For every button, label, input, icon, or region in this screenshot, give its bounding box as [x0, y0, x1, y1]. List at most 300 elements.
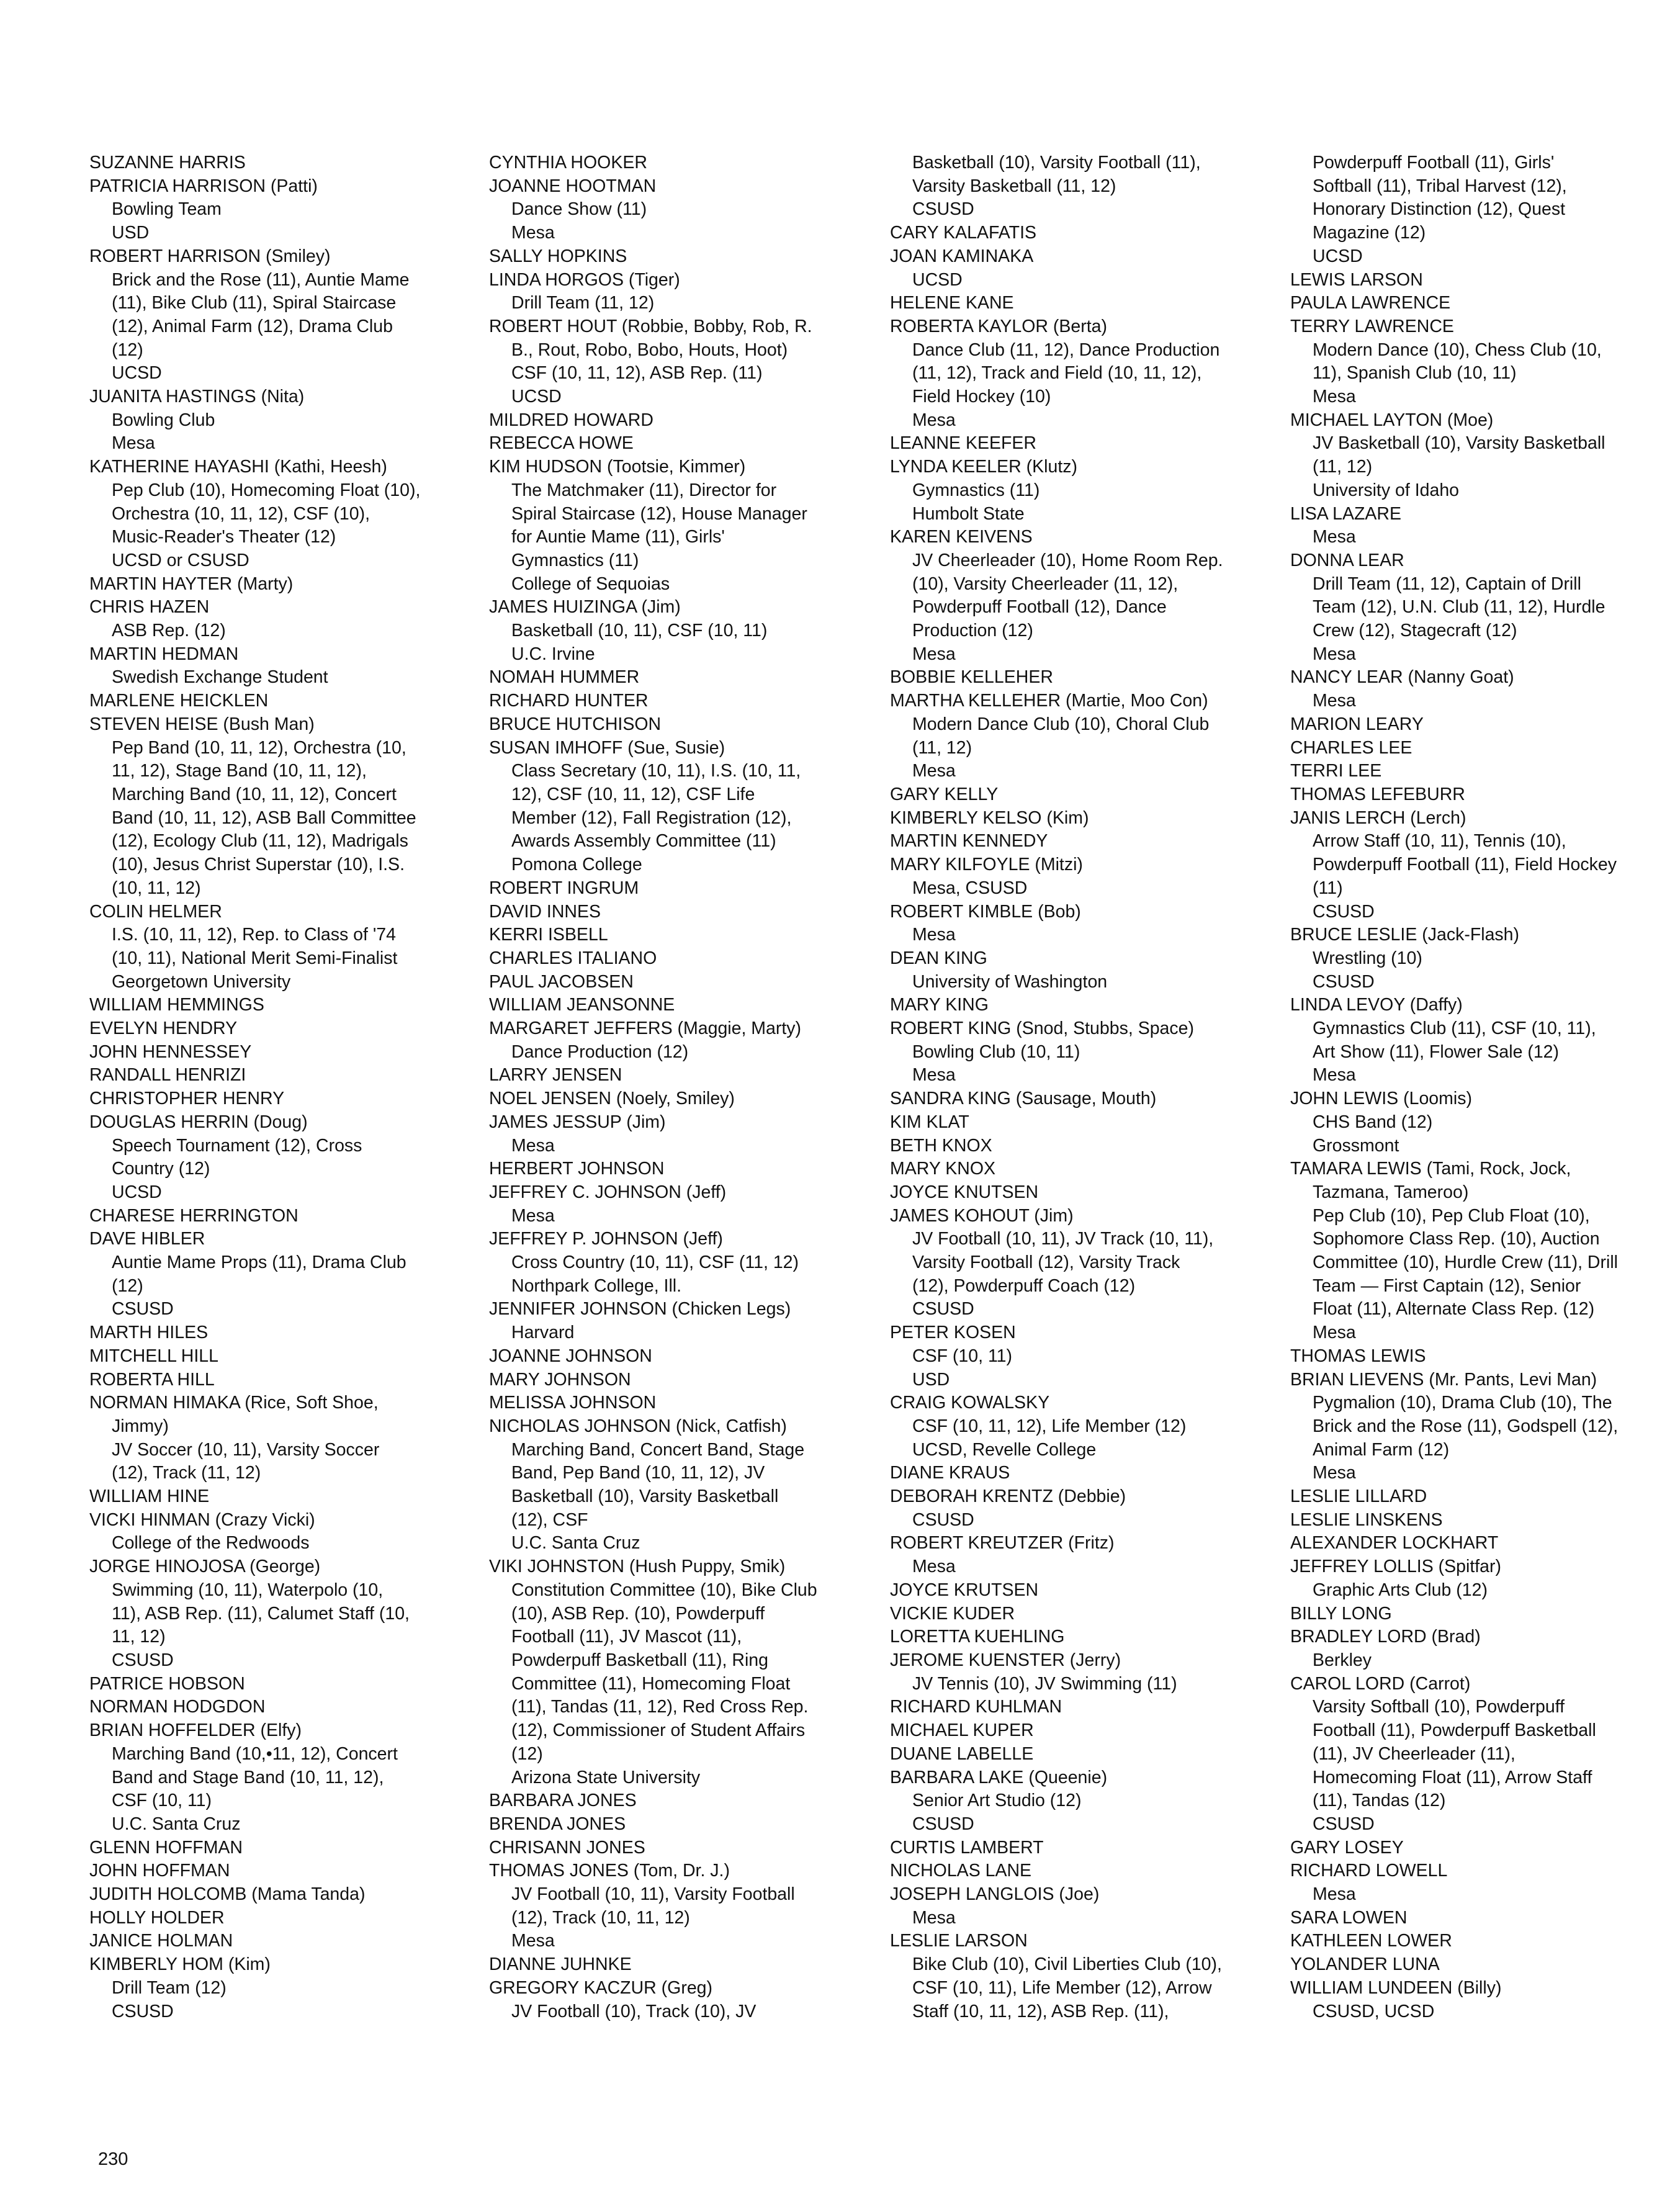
entry-detail-line: U.C. Irvine: [511, 644, 595, 664]
student-name-line: DIANE KRAUS: [890, 1463, 1010, 1483]
student-name-line: DEBORAH KRENTZ (Debbie): [890, 1486, 1126, 1507]
entry-detail-line: JV Football (10), Track (10), JV: [511, 2001, 757, 2021]
entry-detail-line: UCSD: [112, 363, 162, 384]
entry-detail-line: Grossmont: [1313, 1135, 1399, 1156]
student-name-line: BRADLEY LORD (Brad): [1290, 1627, 1481, 1647]
entry-detail-line: Modern Dance Club (10), Choral Club: [912, 714, 1210, 734]
entry-detail-line: Constitution Committee (10), Bike Club: [511, 1580, 817, 1600]
entry-detail-line: Mesa, CSUSD: [912, 878, 1028, 898]
entry-detail-line: U.C. Santa Cruz: [112, 1814, 241, 1834]
entry-detail-line: Dance Show (11): [511, 199, 647, 220]
entry-detail-line: Georgetown University: [112, 971, 291, 992]
student-name-line: STEVEN HEISE (Bush Man): [89, 714, 315, 734]
student-name-line: JAMES KOHOUT (Jim): [890, 1205, 1074, 1226]
student-name-line: CHRISANN JONES: [489, 1837, 645, 1858]
entry-detail-line: (12), Commissioner of Student Affairs: [511, 1720, 806, 1741]
student-name-line: REBECCA HOWE: [489, 433, 634, 454]
entry-detail-line: Float (11), Alternate Class Rep. (12): [1313, 1299, 1595, 1320]
student-name-line: ROBERT KING (Snod, Stubbs, Space): [890, 1018, 1194, 1039]
student-name-line: KIMBERLY HOM (Kim): [89, 1954, 271, 1975]
entry-detail-line: Bowling Team: [112, 199, 222, 220]
student-name-line: GARY LOSEY: [1290, 1837, 1404, 1858]
student-name-line: BRIAN LIEVENS (Mr. Pants, Levi Man): [1290, 1369, 1597, 1390]
student-name-line: LYNDA KEELER (Klutz): [890, 457, 1077, 477]
entry-detail-line: Drill Team (11, 12): [511, 293, 655, 313]
entry-detail-line: Bowling Club: [112, 410, 215, 430]
entry-detail-line: USD: [912, 1369, 950, 1390]
page-number: 230: [98, 2149, 128, 2169]
student-name-line: NOMAH HUMMER: [489, 667, 640, 688]
student-name-line: RICHARD HUNTER: [489, 691, 649, 711]
student-name-line: KIM HUDSON (Tootsie, Kimmer): [489, 457, 746, 477]
entry-detail-line: Cross Country (10, 11), CSF (11, 12): [511, 1252, 799, 1273]
entry-detail-line: CSUSD: [1313, 971, 1375, 992]
entry-detail-line: Bike Club (10), Civil Liberties Club (10),: [912, 1954, 1222, 1975]
student-name-line: ALEXANDER LOCKHART: [1290, 1533, 1499, 1553]
student-name-line: LESLIE LINSKENS: [1290, 1509, 1443, 1530]
entry-detail-line: Pomona College: [511, 855, 642, 875]
entry-detail-line: Berkley: [1313, 1650, 1372, 1670]
student-name-line: WILLIAM JEANSONNE: [489, 995, 675, 1015]
entry-detail-line: Graphic Arts Club (12): [1313, 1580, 1488, 1600]
student-name-line: SALLY HOPKINS: [489, 246, 627, 266]
entry-detail-line: Swedish Exchange Student: [112, 667, 328, 688]
entry-detail-line: I.S. (10, 11, 12), Rep. to Class of '74: [112, 925, 396, 945]
entry-detail-line: Gymnastics (11): [912, 480, 1040, 500]
student-name-line: ROBERTA HILL: [89, 1369, 215, 1390]
entry-detail-line: Crew (12), Stagecraft (12): [1313, 621, 1517, 641]
student-name-line: RANDALL HENRIZI: [89, 1065, 246, 1086]
student-name-line: LINDA LEVOY (Daffy): [1290, 995, 1463, 1015]
entry-detail-line: CSUSD: [1313, 1814, 1375, 1834]
student-name-line: LESLIE LARSON: [890, 1931, 1028, 1951]
student-name-line: MELISSA JOHNSON: [489, 1393, 657, 1413]
student-name-line: JOYCE KNUTSEN: [890, 1182, 1039, 1202]
entry-detail-line: Mesa: [511, 223, 555, 243]
entry-detail-line: Team — First Captain (12), Senior: [1313, 1275, 1581, 1296]
entry-detail-line: Mesa: [912, 761, 956, 781]
student-name-line: JOANNE HOOTMAN: [489, 176, 657, 196]
column-1: [89, 151, 487, 2023]
student-name-line: JENNIFER JOHNSON (Chicken Legs): [489, 1299, 791, 1320]
student-name-line: KATHLEEN LOWER: [1290, 1931, 1452, 1951]
entry-detail-line: Marching Band (10, 11, 12), Concert: [112, 784, 397, 804]
entry-detail-line: Mesa: [1313, 387, 1356, 407]
entry-detail-line: CSF (10, 11, 12), ASB Rep. (11): [511, 363, 763, 384]
student-name-line: MARY KILFOYLE (Mitzi): [890, 855, 1083, 875]
entry-detail-line: Brick and the Rose (11), Godspell (12),: [1313, 1416, 1619, 1436]
student-name-line: MARTHA KELLEHER (Martie, Moo Con): [890, 691, 1208, 711]
entry-detail-line: Powderpuff Football (11), Field Hockey: [1313, 855, 1617, 875]
entry-detail-line: Mesa: [1313, 527, 1356, 547]
entry-detail-line: B., Rout, Robo, Bobo, Houts, Hoot): [511, 339, 788, 360]
student-name-line: KATHERINE HAYASHI (Kathi, Heesh): [89, 457, 387, 477]
student-name-line: DUANE LABELLE: [890, 1743, 1034, 1764]
entry-detail-line: Country (12): [112, 1159, 210, 1179]
student-name-line: LESLIE LILLARD: [1290, 1486, 1427, 1507]
entry-detail-line: Pep Club (10), Pep Club Float (10),: [1313, 1205, 1590, 1226]
student-name-line: CURTIS LAMBERT: [890, 1837, 1044, 1858]
entry-detail-line: CSUSD: [912, 199, 974, 220]
entry-detail-line: UCSD: [912, 269, 963, 290]
entry-detail-line: Band (10, 11, 12), ASB Ball Committee: [112, 807, 416, 828]
student-name-line: JOANNE JOHNSON: [489, 1346, 652, 1366]
entry-detail-line: Spiral Staircase (12), House Manager: [511, 503, 807, 524]
entry-detail-line: Mesa: [912, 644, 956, 664]
entry-detail-line: CSF (10, 11): [112, 1791, 212, 1811]
entry-detail-line: Sophomore Class Rep. (10), Auction: [1313, 1229, 1600, 1249]
student-name-line: COLIN HELMER: [89, 901, 222, 922]
entry-detail-line: (11, 12), Track and Field (10, 11, 12),: [912, 363, 1202, 384]
student-name-line: BOBBIE KELLEHER: [890, 667, 1053, 688]
student-name-line: LARRY JENSEN: [489, 1065, 622, 1086]
student-name-line: CYNTHIA HOOKER: [489, 153, 647, 173]
entry-detail-line: (11), Bike Club (11), Spiral Staircase: [112, 293, 397, 313]
student-name-line: CRAIG KOWALSKY: [890, 1393, 1050, 1413]
entry-detail-line: Mesa: [1313, 1463, 1356, 1483]
student-name-line: PATRICE HOBSON: [89, 1673, 245, 1694]
entry-detail-line: Modern Dance (10), Chess Club (10,: [1313, 339, 1602, 360]
student-name-line: PAUL JACOBSEN: [489, 971, 634, 992]
student-name-line: CHARESE HERRINGTON: [89, 1205, 299, 1226]
student-name-line: JOSEPH LANGLOIS (Joe): [890, 1884, 1100, 1905]
student-name-line: HERBERT JOHNSON: [489, 1159, 665, 1179]
entry-detail-line: Mesa: [912, 410, 956, 430]
student-name-line: BILLY LONG: [1290, 1603, 1392, 1624]
student-name-line: JUDITH HOLCOMB (Mama Tanda): [89, 1884, 366, 1905]
entry-detail-line: Harvard: [511, 1323, 575, 1343]
student-name-line: MARTIN KENNEDY: [890, 831, 1048, 852]
entry-detail-line: Marching Band, Concert Band, Stage: [511, 1439, 805, 1460]
student-name-line: ROBERT HOUT (Robbie, Bobby, Rob, R.: [489, 316, 812, 336]
student-name-line: JOYCE KRUTSEN: [890, 1580, 1039, 1600]
entry-detail-line: Production (12): [912, 621, 1033, 641]
student-name-line: VICKI HINMAN (Crazy Vicki): [89, 1509, 315, 1530]
entry-detail-line: Homecoming Float (11), Arrow Staff: [1313, 1767, 1592, 1787]
student-name-line: THOMAS JONES (Tom, Dr. J.): [489, 1861, 730, 1881]
entry-detail-line: (12), Track (10, 11, 12): [511, 1907, 690, 1928]
entry-detail-line: Tazmana, Tameroo): [1313, 1182, 1469, 1202]
entry-detail-line: for Auntie Mame (11), Girls': [511, 527, 725, 547]
entry-detail-line: Mesa: [912, 925, 956, 945]
entry-detail-line: Mesa: [511, 1931, 555, 1951]
entry-detail-line: JV Tennis (10), JV Swimming (11): [912, 1673, 1177, 1694]
student-name-line: JUANITA HASTINGS (Nita): [89, 387, 305, 407]
student-name-line: BETH KNOX: [890, 1135, 992, 1156]
student-name-line: JEFFREY LOLLIS (Spitfar): [1290, 1557, 1501, 1577]
entry-detail-line: (11): [1313, 878, 1343, 898]
student-name-line: MARTIN HEDMAN: [89, 644, 239, 664]
entry-detail-line: CSUSD: [912, 1814, 974, 1834]
student-name-line: MICHAEL LAYTON (Moe): [1290, 410, 1494, 430]
entry-detail-line: Varsity Softball (10), Powderpuff: [1313, 1697, 1565, 1717]
entry-detail-line: Dance Production (12): [511, 1041, 689, 1062]
entry-detail-line: Swimming (10, 11), Waterpolo (10,: [112, 1580, 384, 1600]
student-name-line: BRUCE HUTCHISON: [489, 714, 662, 734]
entry-detail-line: Softball (11), Tribal Harvest (12),: [1313, 176, 1567, 196]
entry-detail-line: Pep Club (10), Homecoming Float (10),: [112, 480, 421, 500]
student-name-line: TERRY LAWRENCE: [1290, 316, 1454, 336]
entry-detail-line: (11), Tandas (11, 12), Red Cross Rep.: [511, 1697, 809, 1717]
student-name-line: TERRI LEE: [1290, 761, 1382, 781]
entry-detail-line: CSF (10, 11, 12), Life Member (12): [912, 1416, 1187, 1436]
column-2: [489, 151, 886, 2023]
entry-detail-line: Staff (10, 11, 12), ASB Rep. (11),: [912, 2001, 1169, 2021]
student-name-line: LINDA HORGOS (Tiger): [489, 269, 680, 290]
entry-detail-line: Mesa: [912, 1065, 956, 1086]
student-name-line: MICHAEL KUPER: [890, 1720, 1034, 1741]
entry-detail-line: (10), Varsity Cheerleader (11, 12),: [912, 573, 1179, 594]
entry-detail-line: JV Football (10, 11), Varsity Football: [511, 1884, 795, 1905]
entry-detail-line: CSUSD: [1313, 901, 1375, 922]
student-name-line: KIMBERLY KELSO (Kim): [890, 807, 1089, 828]
entry-detail-line: Powderpuff Football (11), Girls': [1313, 153, 1555, 173]
entry-detail-line: Wrestling (10): [1313, 948, 1422, 968]
entry-detail-line: Northpark College, Ill.: [511, 1275, 682, 1296]
student-name-line: WILLIAM LUNDEEN (Billy): [1290, 1977, 1502, 1998]
student-name-line: CHRIS HAZEN: [89, 597, 210, 618]
student-name-line: NOEL JENSEN (Noely, Smiley): [489, 1089, 735, 1109]
entry-detail-line: (10, 11), National Merit Semi-Finalist: [112, 948, 398, 968]
student-name-line: ROBERT HARRISON (Smiley): [89, 246, 331, 266]
entry-detail-line: Powderpuff Basketball (11), Ring: [511, 1650, 769, 1670]
entry-detail-line: College of the Redwoods: [112, 1533, 310, 1553]
student-name-line: GREGORY KACZUR (Greg): [489, 1977, 713, 1998]
student-name-line: CARY KALAFATIS: [890, 223, 1037, 243]
entry-detail-line: (11), Tandas (12): [1313, 1791, 1446, 1811]
entry-detail-line: JV Soccer (10, 11), Varsity Soccer: [112, 1439, 380, 1460]
entry-detail-line: UCSD or CSUSD: [112, 550, 249, 570]
student-name-line: LEWIS LARSON: [1290, 269, 1423, 290]
entry-detail-line: CSUSD: [912, 1299, 974, 1320]
entry-detail-line: 11, 12), Stage Band (10, 11, 12),: [112, 761, 367, 781]
student-name-line: LORETTA KUEHLING: [890, 1627, 1065, 1647]
student-name-line: PAULA LAWRENCE: [1290, 293, 1451, 313]
student-name-line: NICHOLAS LANE: [890, 1861, 1032, 1881]
entry-detail-line: Jimmy): [112, 1416, 169, 1436]
entry-detail-line: UCSD: [112, 1182, 162, 1202]
entry-detail-line: JV Basketball (10), Varsity Basketball: [1313, 433, 1605, 454]
entry-detail-line: UCSD: [511, 387, 562, 407]
student-name-line: GLENN HOFFMAN: [89, 1837, 243, 1858]
student-name-line: VIKI JOHNSTON (Hush Puppy, Smik): [489, 1557, 786, 1577]
entry-detail-line: Band, Pep Band (10, 11, 12), JV: [511, 1463, 765, 1483]
student-name-line: DAVID INNES: [489, 901, 601, 922]
entry-detail-line: Dance Club (11, 12), Dance Production: [912, 339, 1220, 360]
entry-detail-line: 11), Spanish Club (10, 11): [1313, 363, 1517, 384]
student-name-line: JOHN HOFFMAN: [89, 1861, 230, 1881]
entry-detail-line: Committee (10), Hurdle Crew (11), Drill: [1313, 1252, 1618, 1273]
student-name-line: LEANNE KEEFER: [890, 433, 1036, 454]
entry-detail-line: Football (11), JV Mascot (11),: [511, 1627, 742, 1647]
entry-detail-line: Awards Assembly Committee (11): [511, 831, 776, 852]
student-name-line: TAMARA LEWIS (Tami, Rock, Jock,: [1290, 1159, 1571, 1179]
entry-detail-line: Gymnastics Club (11), CSF (10, 11),: [1313, 1018, 1596, 1039]
student-name-line: JOHN LEWIS (Loomis): [1290, 1089, 1472, 1109]
entry-detail-line: Team (12), U.N. Club (11, 12), Hurdle: [1313, 597, 1605, 618]
entry-detail-line: Mesa: [912, 1557, 956, 1577]
student-name-line: CHARLES LEE: [1290, 737, 1412, 758]
entry-detail-line: Football (11), Powderpuff Basketball: [1313, 1720, 1596, 1741]
column-4: [1290, 151, 1657, 2023]
student-name-line: NORMAN HODGDON: [89, 1697, 266, 1717]
student-name-line: KERRI ISBELL: [489, 925, 608, 945]
student-name-line: DONNA LEAR: [1290, 550, 1404, 570]
entry-detail-line: Art Show (11), Flower Sale (12): [1313, 1041, 1560, 1062]
student-name-line: HELENE KANE: [890, 293, 1014, 313]
entry-detail-line: Music-Reader's Theater (12): [112, 527, 336, 547]
student-name-line: BARBARA LAKE (Queenie): [890, 1767, 1108, 1787]
student-name-line: THOMAS LEWIS: [1290, 1346, 1426, 1366]
entry-detail-line: Mesa: [912, 1907, 956, 1928]
entry-detail-line: JV Cheerleader (10), Home Room Rep.: [912, 550, 1223, 570]
entry-detail-line: Varsity Basketball (11, 12): [912, 176, 1116, 196]
student-name-line: MARION LEARY: [1290, 714, 1424, 734]
entry-detail-line: Basketball (10), Varsity Football (11),: [912, 153, 1201, 173]
student-name-line: DIANNE JUHNKE: [489, 1954, 632, 1975]
student-name-line: MITCHELL HILL: [89, 1346, 219, 1366]
entry-detail-line: Animal Farm (12): [1313, 1439, 1450, 1460]
student-name-line: MARLENE HEICKLEN: [89, 691, 269, 711]
student-name-line: LISA LAZARE: [1290, 503, 1402, 524]
student-name-line: NANCY LEAR (Nanny Goat): [1290, 667, 1514, 688]
student-name-line: JEFFREY C. JOHNSON (Jeff): [489, 1182, 727, 1202]
student-name-line: PATRICIA HARRISON (Patti): [89, 176, 318, 196]
student-name-line: JOHN HENNESSEY: [89, 1041, 252, 1062]
student-name-line: SUSAN IMHOFF (Sue, Susie): [489, 737, 725, 758]
entry-detail-line: (10, 11, 12): [112, 878, 201, 898]
student-name-line: BRENDA JONES: [489, 1814, 626, 1834]
student-name-line: RICHARD KUHLMAN: [890, 1697, 1062, 1717]
student-name-line: DAVE HIBLER: [89, 1229, 205, 1249]
entry-detail-line: Brick and the Rose (11), Auntie Mame: [112, 269, 410, 290]
entry-detail-line: Basketball (10), Varsity Basketball: [511, 1486, 779, 1507]
entry-detail-line: (12): [112, 339, 143, 360]
student-name-line: PETER KOSEN: [890, 1323, 1016, 1343]
entry-detail-line: Pygmalion (10), Drama Club (10), The: [1313, 1393, 1612, 1413]
student-name-line: JOAN KAMINAKA: [890, 246, 1034, 266]
student-name-line: JANIS LERCH (Lerch): [1290, 807, 1466, 828]
entry-detail-line: Arrow Staff (10, 11), Tennis (10),: [1313, 831, 1566, 852]
student-name-line: RICHARD LOWELL: [1290, 1861, 1448, 1881]
entry-detail-line: Band and Stage Band (10, 11, 12),: [112, 1767, 384, 1787]
student-name-line: BRUCE LESLIE (Jack-Flash): [1290, 925, 1520, 945]
entry-detail-line: (12), Powderpuff Coach (12): [912, 1275, 1136, 1296]
entry-detail-line: CSF (10, 11): [912, 1346, 1013, 1366]
entry-detail-line: Field Hockey (10): [912, 387, 1051, 407]
entry-detail-line: 11, 12): [112, 1627, 166, 1647]
student-name-line: KAREN KEIVENS: [890, 527, 1033, 547]
student-name-line: MARY JOHNSON: [489, 1369, 631, 1390]
student-name-line: MARTH HILES: [89, 1323, 209, 1343]
entry-detail-line: Gymnastics (11): [511, 550, 639, 570]
entry-detail-line: Mesa: [112, 433, 155, 454]
entry-detail-line: UCSD: [1313, 246, 1363, 266]
entry-detail-line: Marching Band (10,•11, 12), Concert: [112, 1743, 398, 1764]
entry-detail-line: CSUSD: [112, 2001, 174, 2021]
entry-detail-line: Committee (11), Homecoming Float: [511, 1673, 791, 1694]
entry-detail-line: (12), Ecology Club (11, 12), Madrigals: [112, 831, 408, 852]
entry-detail-line: (12), Track (11, 12): [112, 1463, 261, 1483]
entry-detail-line: Drill Team (11, 12), Captain of Drill: [1313, 573, 1581, 594]
student-name-line: VICKIE KUDER: [890, 1603, 1015, 1624]
student-name-line: EVELYN HENDRY: [89, 1018, 238, 1039]
entry-detail-line: Auntie Mame Props (11), Drama Club: [112, 1252, 406, 1273]
entry-detail-line: USD: [112, 223, 150, 243]
entry-detail-line: Senior Art Studio (12): [912, 1791, 1082, 1811]
entry-detail-line: Drill Team (12): [112, 1977, 227, 1998]
entry-detail-line: 11), ASB Rep. (11), Calumet Staff (10,: [112, 1603, 410, 1624]
entry-detail-line: (11, 12): [912, 737, 972, 758]
student-name-line: JEFFREY P. JOHNSON (Jeff): [489, 1229, 723, 1249]
student-name-line: CAROL LORD (Carrot): [1290, 1673, 1471, 1694]
student-name-line: ROBERTA KAYLOR (Berta): [890, 316, 1108, 336]
column-3: [890, 151, 1287, 2023]
entry-detail-line: (12), Animal Farm (12), Drama Club: [112, 316, 393, 336]
student-name-line: KIM KLAT: [890, 1112, 969, 1132]
student-name-line: WILLIAM HEMMINGS: [89, 995, 264, 1015]
entry-detail-line: JV Football (10, 11), JV Track (10, 11),: [912, 1229, 1214, 1249]
entry-detail-line: Humbolt State: [912, 503, 1025, 524]
entry-detail-line: Bowling Club (10, 11): [912, 1041, 1080, 1062]
entry-detail-line: College of Sequoias: [511, 573, 670, 594]
entry-detail-line: Powderpuff Football (12), Dance: [912, 597, 1167, 618]
student-name-line: CHRISTOPHER HENRY: [89, 1089, 285, 1109]
entry-detail-line: Mesa: [1313, 1065, 1356, 1086]
entry-detail-line: U.C. Santa Cruz: [511, 1533, 640, 1553]
entry-detail-line: Orchestra (10, 11, 12), CSF (10),: [112, 503, 370, 524]
entry-detail-line: Honorary Distinction (12), Quest: [1313, 199, 1566, 220]
student-name-line: ROBERT KIMBLE (Bob): [890, 901, 1081, 922]
entry-detail-line: University of Washington: [912, 971, 1108, 992]
student-name-line: SANDRA KING (Sausage, Mouth): [890, 1089, 1157, 1109]
student-name-line: SARA LOWEN: [1290, 1907, 1408, 1928]
student-name-line: NORMAN HIMAKA (Rice, Soft Shoe,: [89, 1393, 379, 1413]
entry-detail-line: The Matchmaker (11), Director for: [511, 480, 777, 500]
entry-detail-line: (11), JV Cheerleader (11),: [1313, 1743, 1516, 1764]
student-name-line: ROBERT INGRUM: [489, 878, 639, 898]
student-name-line: JAMES JESSUP (Jim): [489, 1112, 666, 1132]
student-name-line: WILLIAM HINE: [89, 1486, 210, 1507]
student-name-line: BARBARA JONES: [489, 1791, 637, 1811]
student-name-line: JAMES HUIZINGA (Jim): [489, 597, 681, 618]
student-name-line: GARY KELLY: [890, 784, 999, 804]
entry-detail-line: Arizona State University: [511, 1767, 701, 1787]
student-name-line: SUZANNE HARRIS: [89, 153, 246, 173]
entry-detail-line: Pep Band (10, 11, 12), Orchestra (10,: [112, 737, 406, 758]
student-name-line: ROBERT KREUTZER (Fritz): [890, 1533, 1115, 1553]
student-name-line: HOLLY HOLDER: [89, 1907, 225, 1928]
entry-detail-line: University of Idaho: [1313, 480, 1460, 500]
entry-detail-line: (12), CSF: [511, 1509, 588, 1530]
entry-detail-line: Mesa: [1313, 1884, 1356, 1905]
entry-detail-line: ASB Rep. (12): [112, 621, 226, 641]
entry-detail-line: (12): [511, 1743, 543, 1764]
entry-detail-line: Basketball (10, 11), CSF (10, 11): [511, 621, 768, 641]
entry-detail-line: Speech Tournament (12), Cross: [112, 1135, 362, 1156]
entry-detail-line: (10), ASB Rep. (10), Powderpuff: [511, 1603, 765, 1624]
student-name-line: JANICE HOLMAN: [89, 1931, 233, 1951]
entry-detail-line: CSUSD: [912, 1509, 974, 1530]
entry-detail-line: 12), CSF (10, 11, 12), CSF Life: [511, 784, 755, 804]
entry-detail-line: UCSD, Revelle College: [912, 1439, 1097, 1460]
entry-detail-line: Mesa: [1313, 1323, 1356, 1343]
student-name-line: DEAN KING: [890, 948, 987, 968]
entry-detail-line: Varsity Football (12), Varsity Track: [912, 1252, 1180, 1273]
entry-detail-line: (12): [112, 1275, 143, 1296]
entry-detail-line: CHS Band (12): [1313, 1112, 1433, 1132]
student-name-line: NICHOLAS JOHNSON (Nick, Catfish): [489, 1416, 787, 1436]
